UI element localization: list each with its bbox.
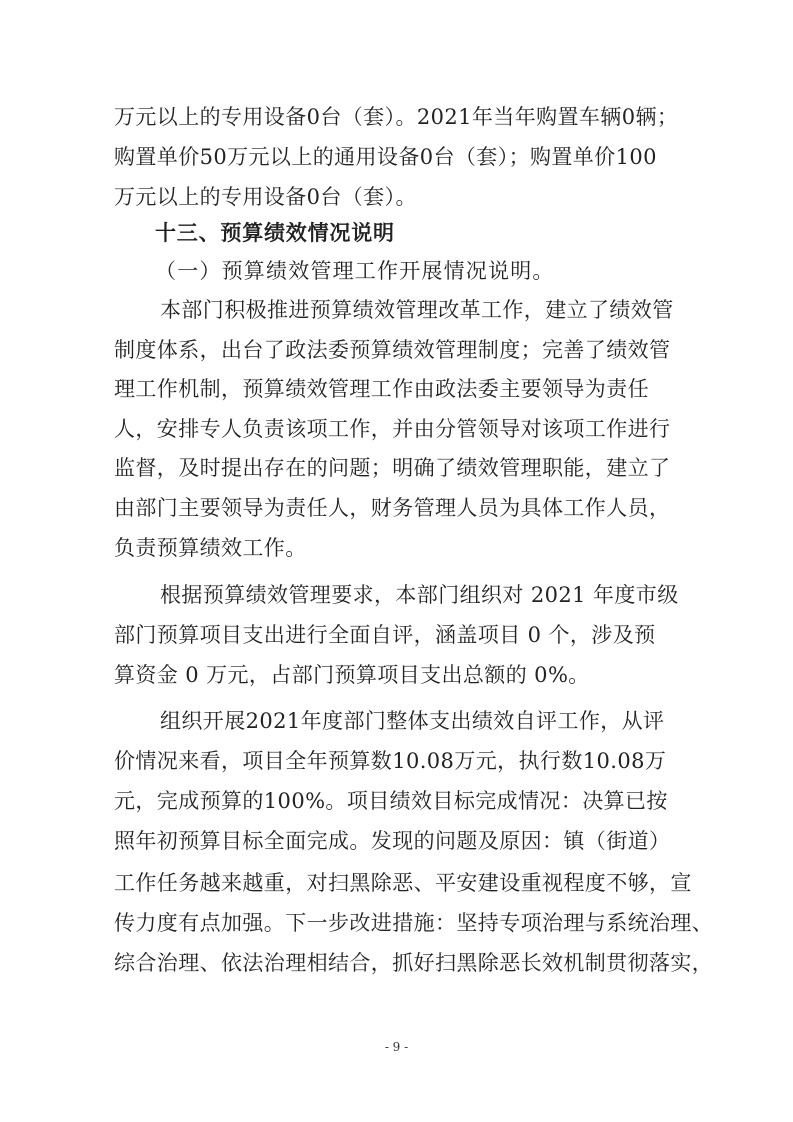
text-line: 监督，及时提出存在的问题；明确了绩效管理职能，建立了: [114, 456, 671, 480]
text-line: 组织开展2021年度部门整体支出绩效自评工作，从评: [160, 709, 665, 733]
text-line: 工作任务越来越重，对扫黑除恶、平安建设重视程度不够，宣: [114, 871, 692, 895]
text-line: 理工作机制，预算绩效管理工作由政法委主要领导为责任: [114, 377, 649, 401]
text-line: 照年初预算目标全面完成。发现的问题及原因：镇（街道）: [114, 829, 671, 853]
text-line: 价情况来看，项目全年预算数10.08万元，执行数10.08万: [114, 749, 667, 773]
text-line: 负责预算绩效工作。: [114, 536, 307, 560]
text-line: 传力度有点加强。下一步改进措施：坚持专项治理与系统治理、: [114, 911, 714, 935]
text-line: 万元以上的专用设备0台（套）。: [114, 185, 417, 209]
text-line: 人，安排专人负责该项工作，并由分管领导对该项工作进行: [114, 417, 671, 441]
text-line: 制度体系，出台了政法委预算绩效管理制度；完善了绩效管: [114, 338, 671, 362]
text-line: 算资金 0 万元，占部门预算项目支出总额的 0%。: [114, 663, 590, 687]
page-number: - 9 -: [384, 1040, 409, 1054]
text-line: 购置单价50万元以上的通用设备0台（套）；购置单价100: [114, 145, 657, 169]
text-line: 由部门主要领导为责任人，财务管理人员为具体工作人员，: [114, 496, 671, 520]
text-line: 根据预算绩效管理要求，本部门组织对 2021 年度市级: [160, 583, 679, 607]
text-line: 本部门积极推进预算绩效管理改革工作，建立了绩效管: [160, 298, 674, 322]
text-line: 元，完成预算的100%。项目绩效目标完成情况：决算已按: [114, 789, 668, 813]
text-line: 万元以上的专用设备0台（套）。2021年当年购置车辆0辆；: [114, 105, 679, 129]
section-heading: 十三、预算绩效情况说明: [155, 220, 395, 245]
text-line: 综合治理、依法治理相结合，抓好扫黑除恶长效机制贯彻落实，: [114, 951, 714, 975]
subsection-heading: （一）预算绩效管理工作开展情况说明。: [155, 259, 555, 283]
text-line: 部门预算项目支出进行全面自评，涵盖项目 0 个，涉及预: [114, 623, 656, 647]
